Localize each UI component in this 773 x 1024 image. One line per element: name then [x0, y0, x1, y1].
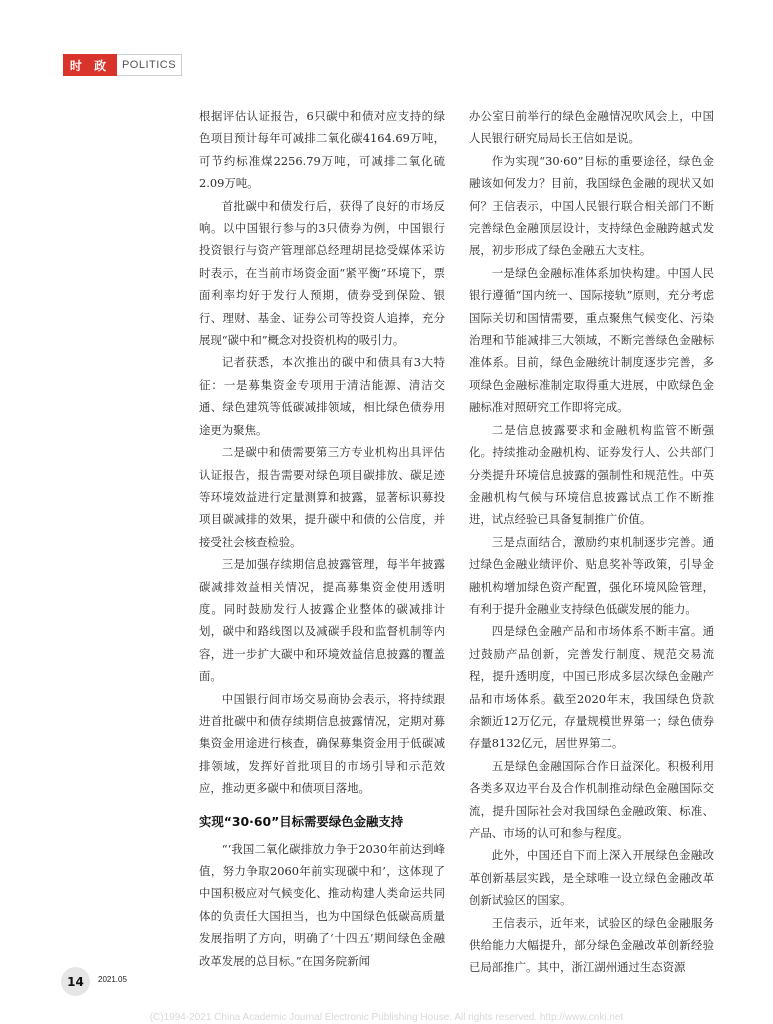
paragraph: 二是信息披露要求和金融机构监管不断强化。持续推动金融机构、证券发行人、公共部门分类提升环境信息披露的强制性和规范性。中英金融机构气候与环境信息披露试点工作不断推进，试点经验已具备复制推广价值。 [469, 422, 714, 527]
paragraph: 四是绿色金融产品和市场体系不断丰富。通过鼓励产品创新，完善发行制度、规范交易流程，提升透明度，中国已形成多层次绿色金融产品和市场体系。截至2020年末，我国绿色贷款余额近12万亿元，存量规模世界第一；绿色债券存量8132亿元，居世界第二。 [469, 624, 714, 751]
paragraph: 三是点面结合，激励约束机制逐步完善。通过绿色金融业绩评价、贴息奖补等政策，引导金融机构增加绿色资产配置，强化环境风险管理，有利于提升金融业支持绿色低碳发展的能力。 [469, 534, 714, 616]
paragraph: 二是碳中和债需要第三方专业机构出具评估认证报告，报告需要对绿色项目碳排放、碳足迹等环境效益进行定量测算和披露，显著标识募投项目碳减排的效果，提升碳中和债的公信度，并接受社会核查检验。 [199, 445, 445, 549]
paragraph: 作为实现“30·60”目标的重要途径，绿色金融该如何发力？目前，我国绿色金融的现状又如何？王信表示，中国人民银行联合相关部门不断完善绿色金融顶层设计，支持绿色金融跨越式发展，初步形成了绿色金融五大支柱。 [469, 153, 714, 258]
section-heading: 实现“30·60”目标需要绿色金融支持 [199, 813, 404, 829]
copyright-footer: (C)1994-2021 China Academic Journal Electronic Publishing House. All rights reserved. http://www.cnki.net [149, 1012, 624, 1023]
paragraph: 五是绿色金融国际合作日益深化。积极利用各类多双边平台及合作机制推动绿色金融国际交流，提升国际社会对我国绿色金融政策、标准、产品、市场的认可和参与程度。 [469, 758, 714, 840]
paragraph: 三是加强存续期信息披露管理，每半年披露碳减排效益相关情况，提高募集资金使用透明度。同时鼓励发行人披露企业整体的碳减排计划，碳中和路线图以及减碳手段和监督机制等内容，进一步扩大碳中和环境效益信息披露的覆盖面。 [199, 557, 445, 684]
paragraph: 中国银行间市场交易商协会表示，将持续跟进首批碳中和债存续期信息披露情况，定期对募集资金用途进行核查，确保募集资金用于低碳减排领域，发挥好首批项目的市场引导和示范效应，推动更多碳中和债项目落地。 [199, 691, 445, 796]
paragraph: 此外，中国还自下而上深入开展绿色金融改革创新基层实践，是全球唯一设立绿色金融改革创新试验区的国家。 [469, 848, 714, 908]
paragraph: 根据评估认证报告，6只碳中和债对应支持的绿色项目预计每年可减排二氧化碳4164.69万吨，可节约标准煤2256.79万吨，可减排二氧化硫2.09万吨。 [199, 109, 445, 191]
section-label-en: POLITICS [117, 54, 182, 76]
paragraph: 记者获悉，本次推出的碳中和债具有3大特征：一是募集资金专项用于清洁能源、清洁交通、绿色建筑等低碳减排领域，相比绿色债券用途更为聚焦。 [199, 355, 445, 437]
page-number: 14 [61, 967, 90, 996]
issue-date: 2021.05 [98, 975, 127, 984]
article-column-right [469, 105, 714, 979]
paragraph: “‘我国二氧化碳排放力争于2030年前达到峰值，努力争取2060年前实现碳中和’，这体现了中国积极应对气候变化、推动构建人类命运共同体的负责任大国担当，也为中国绿色低碳高质量发展指明了方向，明确了‘十四五’期间绿色金融改革发展的总目标。”在国务院新闻 [199, 841, 445, 968]
article-column-left [199, 105, 445, 972]
section-label-cn: 时 政 [63, 54, 117, 76]
paragraph: 王信表示，近年来，试验区的绿色金融服务供给能力大幅提升，部分绿色金融改革创新经验已局部推广。其中，浙江湖州通过生态资源 [469, 915, 714, 975]
section-tag [63, 54, 182, 76]
paragraph: 一是绿色金融标准体系加快构建。中国人民银行遵循“国内统一、国际接轨”原则，充分考虑国际关切和国情需要，重点聚焦气候变化、污染治理和节能减排三大领域，不断完善绿色金融标准体系。目前，绿色金融统计制度逐步完善，多项绿色金融标准制定取得重大进展，中欧绿色金融标准对照研究工作即将完成。 [469, 265, 714, 415]
paragraph: 首批碳中和债发行后，获得了良好的市场反响。以中国银行参与的3只债券为例，中国银行投资银行与资产管理部总经理胡昆捻受媒体采访时表示，在当前市场资金面“紧平衡”环境下，票面利率均好于发行人预期，债券受到保险、银行、理财、基金、证券公司等投资人追捧，充分展现“碳中和”概念对投资机构的吸引力。 [199, 198, 445, 348]
paragraph: 办公室日前举行的绿色金融情况吹风会上，中国人民银行研究局局长王信如是说。 [469, 109, 714, 146]
